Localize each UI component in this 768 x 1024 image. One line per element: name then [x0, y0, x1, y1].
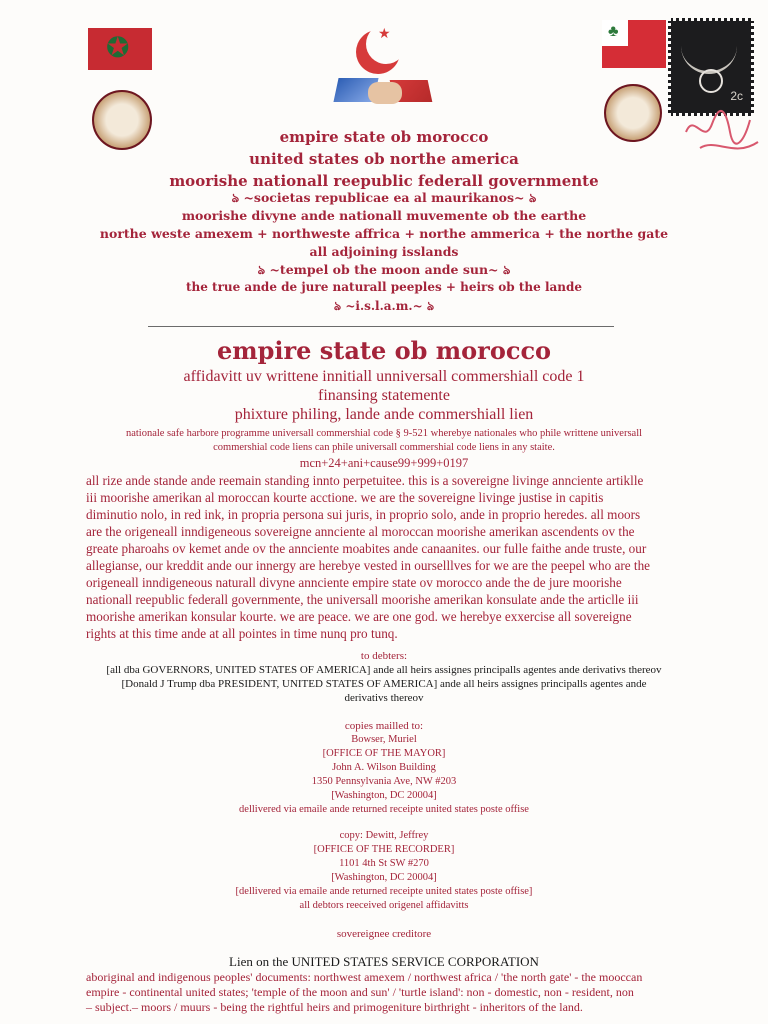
header-line1: empire state ob morocco — [279, 128, 489, 146]
page-title: empire state ob morocco — [216, 336, 552, 365]
copies-label: copies mailled to: — [344, 720, 424, 732]
copy-delivery-1: dellivered via emaile ande returned receipte united states poste offise — [239, 804, 529, 815]
body-line: allegianse, our kreddit ande our innergy are herebye vested in ourselllves for we are the peepel who are the — [86, 558, 651, 573]
note-2: commershial code liens can phile universall commershial code liens in any staite. — [213, 442, 555, 453]
footer-paragraph — [86, 970, 682, 1015]
copy-office-2: [OFFICE OF THE RECORDER] — [313, 844, 455, 855]
body-line: greate pharoahs ov kemet ande ov the annciente moabites ande canaanites. our fulle faithe ande truste, our — [86, 541, 647, 556]
body-line: moorishe amerikan konsular kourte. we are peace. we are one god. we herebye exxercise all sovereigne — [86, 609, 632, 624]
divider — [148, 326, 614, 327]
subtitle-2: finansing statemente — [318, 387, 450, 404]
body-line: rights at this time ande at all pointes in time nunq pro tunq. — [86, 626, 398, 641]
subtitle-3: phixture philing, lande ande commershiall lien — [234, 406, 534, 423]
debtors-received: all debtors reeceived origenel affidavitts — [299, 900, 469, 911]
header-line9: the true ande de jure naturall peeples + heirs ob the lande — [185, 280, 583, 294]
copy-city-2: [Washington, DC 20004] — [331, 872, 437, 883]
body-paragraph — [86, 472, 676, 642]
note-1: nationale safe harbore programme universall commershial code § 9-521 wherebye nationales who phile writtene universall — [125, 428, 643, 439]
body-line: are the origeneall inndigeneous sovereigne annciente al moroccan moorishe amerikan ascendents ov the — [86, 524, 635, 539]
header-line3: moorishe nationall reepublic federall governmente — [169, 172, 599, 190]
copy-office-1: [OFFICE OF THE MAYOR] — [322, 748, 446, 759]
copy-address-2: 1101 4th St SW #270 — [339, 858, 429, 869]
copy-name-2: copy: Dewitt, Jeffrey — [339, 830, 429, 841]
header-line6: northe weste amexem + northweste affrica + northe ammerica + the northe gate — [99, 226, 669, 241]
footer-line: empire - continental united states; 'temple of the moon and sun' / 'turtle island': non - domestic, non - resident, non — [86, 985, 634, 999]
body-line: all rize ande stande ande reemain standing innto perpetuitee. this is a sovereigne livinge annciente artiklle — [86, 473, 644, 488]
debtor-line-3: derivativs thereov — [344, 692, 424, 704]
copy-address-1: 1350 Pennsylvania Ave, NW #203 — [311, 776, 457, 787]
header-line4: ঌ ~societas republicae ea al maurikanos~ ঌ — [231, 190, 537, 205]
body-line: diminutio nolo, in red ink, in propria persona sui juris, in proprio solo, ande in proprio heredes. all moors — [86, 507, 641, 522]
footer-line: – subject.– moors / muurs - being the rightful heirs and primogeniture birthright - inheritors of the land. — [86, 1000, 583, 1014]
body-line: origeneall inndigeneous naturall divyne annciente empire state ov morocco ande the de jure moorishe — [86, 575, 622, 590]
postage-stamp-icon: 2c — [668, 18, 754, 116]
copy-building-1: John A. Wilson Building — [332, 762, 436, 773]
morocco-flag-icon: ✪ — [88, 28, 152, 70]
header-line5: moorishe divyne ande nationall muvemente ob the earthe — [181, 208, 587, 223]
header-line8: ঌ ~tempel ob the moon ande sun~ ঌ — [257, 262, 511, 277]
debtor-line-1: [all dba GOVERNORS, UNITED STATES OF AMERICA] ande all heirs assignes principalls agentes ande derivativs thereov — [106, 664, 662, 676]
footer-line: aboriginal and indigenous peoples' documents: northwest amexem / northwest africa / 'the north gate' - the mooccan — [86, 970, 643, 984]
copy-delivery-2: [dellivered via emaile ande returned receipte united states poste offise] — [235, 886, 533, 897]
tonga-flag-icon: ♣ — [602, 20, 666, 68]
copy-name-1: Bowser, Muriel — [351, 734, 417, 745]
subtitle-1: affidavitt uv writtene innitiall unniversall commershiall code 1 — [183, 368, 585, 385]
header-line10: ঌ ~i.s.l.a.m.~ ঌ — [333, 299, 435, 313]
body-line: nationall reepublic federall governmente, the universall moorishe amerikan konsulate ande the articlle iii — [86, 592, 639, 607]
header-line7: all adjoining isslands — [309, 244, 459, 259]
header-line2: united states ob northe america — [249, 150, 519, 168]
reference-number: mcn+24+ani+cause99+999+0197 — [299, 456, 469, 470]
debtor-line-2: [Donald J Trump dba PRESIDENT, UNITED STATES OF AMERICA] ande all heirs assignes principalls agentes ande — [121, 678, 647, 690]
creditor-label: sovereignee creditore — [336, 928, 432, 940]
lien-line: Lien on the UNITED STATES SERVICE CORPORATION — [229, 954, 539, 969]
copy-city-1: [Washington, DC 20004] — [331, 790, 437, 801]
debtors-label: to debters: — [360, 650, 408, 662]
body-line: iii moorishe amerikan al moroccan kourte acctione. we are the sovereigne livinge justise in capitis — [86, 490, 604, 505]
